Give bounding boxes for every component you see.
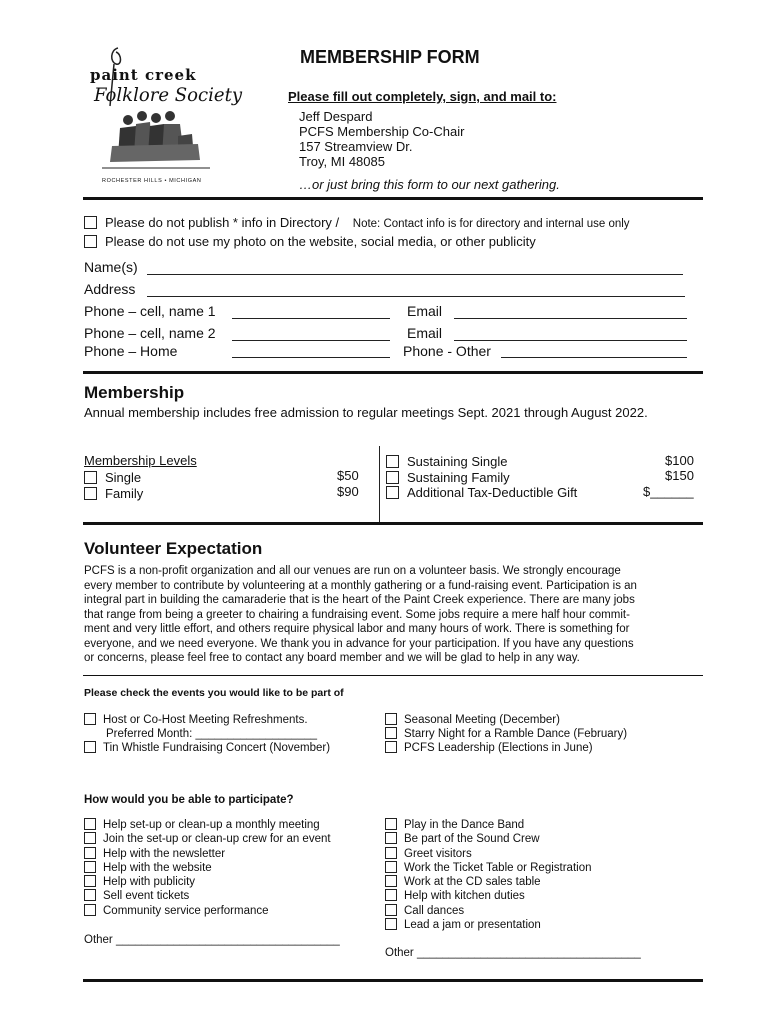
address-field[interactable] — [147, 296, 685, 297]
sustaining-family-price: $150 — [665, 468, 694, 483]
paragraph-line: ment and very little effort, and others require physical labor and many hours of work. There is something for — [84, 623, 630, 635]
family-price: $90 — [337, 484, 359, 499]
logo-top-text: paint creek — [90, 66, 197, 84]
membership-option-family — [84, 486, 143, 501]
host-refreshments-checkbox[interactable] — [84, 713, 96, 725]
society-logo — [88, 44, 243, 186]
paragraph-line: every member to contribute by volunteering at a monthly gathering or a fund-raising event. Participation is an — [84, 579, 637, 592]
membership-option-gift — [386, 485, 577, 500]
family-label: Family — [105, 486, 144, 501]
seasonal-meeting-checkbox[interactable] — [385, 713, 397, 725]
gift-amount-field[interactable]: $______ — [643, 484, 694, 499]
option-checkbox[interactable] — [84, 904, 96, 916]
single-checkbox[interactable] — [84, 471, 97, 484]
paragraph-line: PCFS is a non-profit organization and all our venues are run on a volunteer basis. We strongly encourage — [84, 565, 621, 577]
email1-field[interactable] — [454, 318, 687, 319]
option-label: Be part of the Sound Crew — [404, 833, 540, 846]
mail-instruction: Please fill out completely, sign, and mail to: — [288, 89, 557, 104]
membership-heading: Membership — [84, 383, 185, 402]
phone-cell2-field[interactable] — [232, 340, 390, 341]
option-checkbox[interactable] — [385, 875, 397, 887]
option-checkbox[interactable] — [385, 889, 397, 901]
event-label: Host or Co-Host Meeting Refreshments. — [103, 714, 308, 726]
sustaining-single-label: Sustaining Single — [407, 454, 508, 469]
option-checkbox[interactable] — [84, 889, 96, 901]
participate-option — [84, 875, 331, 889]
option-label: Help with publicity — [103, 876, 196, 889]
event-label: Starry Night for a Ramble Dance (February) — [404, 728, 628, 740]
sustaining-family-checkbox[interactable] — [386, 471, 399, 484]
option-checkbox[interactable] — [385, 861, 397, 873]
participate-right-list — [385, 818, 592, 932]
participate-option — [385, 889, 592, 903]
option-label: Work at the CD sales table — [404, 876, 541, 889]
option-label: Help with the newsletter — [103, 847, 226, 860]
names-label: Name(s) — [84, 259, 138, 275]
participate-option — [84, 904, 331, 918]
participate-option — [385, 847, 592, 861]
membership-option-sustaining-single — [386, 454, 507, 469]
participate-option — [84, 818, 331, 832]
option-checkbox[interactable] — [84, 875, 96, 887]
option-checkbox[interactable] — [84, 818, 96, 830]
membership-levels-label: Membership Levels — [84, 453, 197, 468]
gift-checkbox[interactable] — [386, 486, 399, 499]
phone-home-label: Phone – Home — [84, 343, 178, 359]
no-publish-checkbox[interactable] — [84, 216, 97, 229]
events-heading: Please check the events you would like to be part of — [84, 687, 344, 699]
option-label: Work the Ticket Table or Registration — [404, 861, 592, 874]
event-seasonal-meeting — [385, 713, 560, 727]
address-line: Troy, MI 48085 — [299, 154, 385, 169]
contact-info-note: Note: Contact info is for directory and internal use only — [352, 218, 630, 230]
phone-other-label: Phone - Other — [403, 343, 491, 359]
pcfs-leadership-checkbox[interactable] — [385, 741, 397, 753]
logo-script-text: Folklore Society — [94, 84, 243, 106]
address-line: PCFS Membership Co-Chair — [299, 124, 465, 139]
preferred-month-field[interactable]: Preferred Month: ___________________ — [106, 728, 318, 740]
logo-caption: ROCHESTER HILLS • MICHIGAN — [102, 178, 202, 184]
paragraph-line: everyone, and we need everyone. We thank you in advance for your participation. If you have any questions — [84, 637, 634, 650]
option-checkbox[interactable] — [385, 847, 397, 859]
address-line: Jeff Despard — [299, 109, 373, 124]
paragraph-line: that range from being a greeter to chairing a fundraising event. Some jobs require a mere half hour commit- — [84, 608, 630, 621]
participate-option — [385, 861, 592, 875]
membership-option-sustaining-family — [386, 470, 510, 485]
option-label: Help with the website — [103, 861, 212, 874]
event-pcfs-leadership — [385, 741, 593, 755]
phone-home-field[interactable] — [232, 357, 390, 358]
participate-option — [385, 818, 592, 832]
divider — [83, 979, 703, 982]
participate-option — [385, 875, 592, 889]
option-label: Help with kitchen duties — [404, 890, 525, 903]
option-checkbox[interactable] — [84, 847, 96, 859]
participate-left-list — [84, 818, 331, 918]
option-checkbox[interactable] — [385, 918, 397, 930]
participate-option — [84, 832, 331, 846]
single-label: Single — [105, 470, 142, 485]
participate-heading: How would you be able to participate? — [84, 794, 294, 806]
form-title: MEMBERSHIP FORM — [300, 47, 480, 67]
paragraph-line: integral part in building the camaraderie that is the heart of the Paint Creek experience. There are many jobs — [84, 594, 635, 606]
gift-label: Additional Tax-Deductible Gift — [407, 485, 578, 500]
option-checkbox[interactable] — [84, 832, 96, 844]
mailing-address — [299, 109, 464, 169]
option-checkbox[interactable] — [84, 861, 96, 873]
address-line: 157 Streamview Dr. — [299, 139, 413, 154]
email2-label: Email — [407, 325, 443, 341]
option-checkbox[interactable] — [385, 832, 397, 844]
starry-night-checkbox[interactable] — [385, 727, 397, 739]
no-photo-label: Please do not use my photo on the website, social media, or other publicity — [105, 234, 536, 249]
volunteer-heading: Volunteer Expectation — [84, 539, 263, 558]
divider — [83, 197, 703, 200]
other-right-field[interactable]: Other ___________________________________ — [385, 947, 641, 959]
option-label: Help set-up or clean-up a monthly meeting — [103, 819, 320, 831]
phone-other-field[interactable] — [501, 357, 687, 358]
event-label: Seasonal Meeting (December) — [404, 714, 560, 726]
sustaining-single-checkbox[interactable] — [386, 455, 399, 468]
membership-option-single — [84, 470, 141, 485]
sustaining-family-label: Sustaining Family — [407, 470, 510, 485]
volunteer-paragraph — [84, 564, 637, 666]
participate-option — [385, 918, 592, 932]
participate-option — [385, 904, 592, 918]
divider — [83, 675, 703, 676]
event-label: PCFS Leadership (Elections in June) — [404, 742, 593, 754]
privacy-photo-row — [84, 234, 536, 249]
event-label: Tin Whistle Fundraising Concert (November) — [103, 742, 331, 754]
divider — [83, 371, 703, 374]
family-checkbox[interactable] — [84, 487, 97, 500]
participate-option — [84, 847, 331, 861]
email1-label: Email — [407, 303, 443, 319]
option-checkbox[interactable] — [385, 818, 397, 830]
option-label: Lead a jam or presentation — [404, 919, 541, 932]
participate-option — [84, 889, 331, 903]
email2-field[interactable] — [454, 340, 687, 341]
participate-option — [84, 861, 331, 875]
phone-cell1-label: Phone – cell, name 1 — [84, 303, 216, 319]
participate-option — [385, 832, 592, 846]
sustaining-single-price: $100 — [665, 453, 694, 468]
membership-column-divider — [379, 446, 380, 522]
bring-form-note: …or just bring this form to our next gathering. — [299, 177, 560, 192]
no-photo-checkbox[interactable] — [84, 235, 97, 248]
privacy-directory-row — [84, 215, 630, 232]
event-tin-whistle — [84, 741, 330, 755]
paragraph-line: or concerns, please feel free to contact any board member and we will be glad to help in any way. — [84, 652, 580, 664]
tin-whistle-checkbox[interactable] — [84, 741, 96, 753]
option-label: Greet visitors — [404, 847, 472, 860]
option-label: Play in the Dance Band — [404, 819, 525, 831]
no-publish-label: Please do not publish * info in Directory / — [105, 215, 340, 230]
option-label: Join the set-up or clean-up crew for an event — [103, 833, 331, 846]
address-label: Address — [84, 281, 136, 297]
event-starry-night — [385, 727, 627, 741]
divider — [83, 522, 703, 525]
phone-cell2-label: Phone – cell, name 2 — [84, 325, 216, 341]
names-field[interactable] — [147, 274, 683, 275]
option-label: Sell event tickets — [103, 890, 190, 903]
option-checkbox[interactable] — [385, 904, 397, 916]
event-host-refreshments — [84, 713, 308, 727]
option-label: Community service performance — [103, 904, 269, 917]
other-left-field[interactable]: Other ___________________________________ — [84, 934, 340, 946]
option-label: Call dances — [404, 904, 465, 917]
phone-cell1-field[interactable] — [232, 318, 390, 319]
membership-description: Annual membership includes free admission to regular meetings Sept. 2021 through August 2022. — [84, 405, 648, 420]
single-price: $50 — [337, 468, 359, 483]
